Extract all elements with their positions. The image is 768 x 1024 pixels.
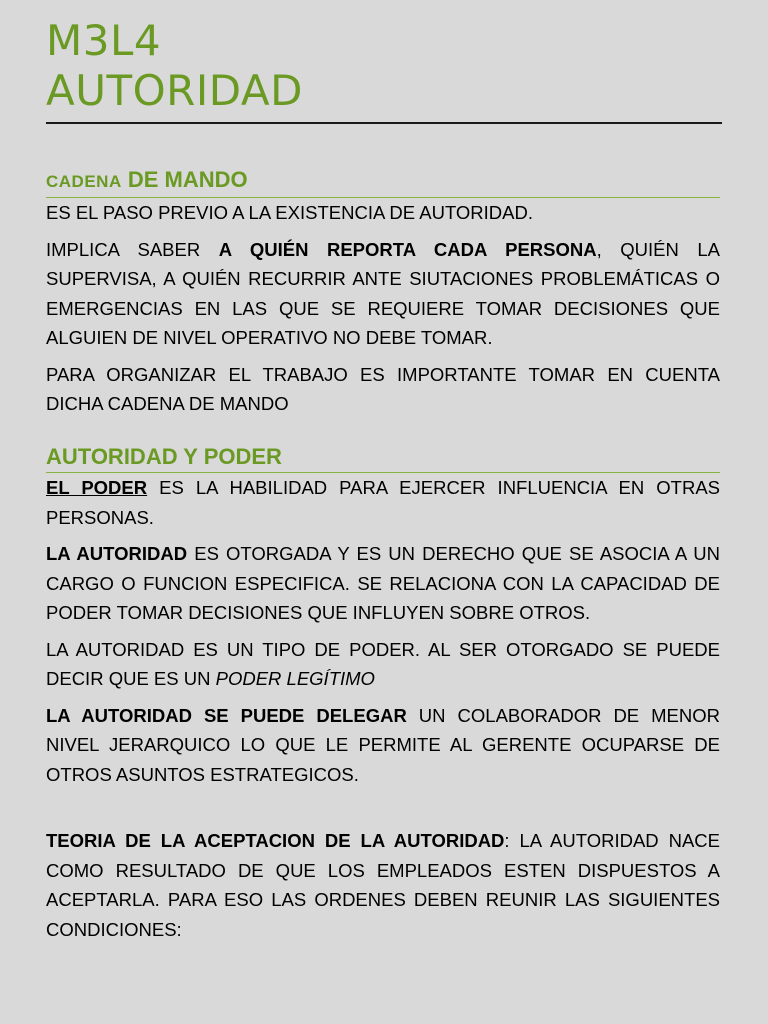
paragraph-text: ES EL PASO PREVIO A LA EXISTENCIA DE AUTORIDAD. (46, 202, 533, 223)
heading-small-caps: CADENA (46, 172, 122, 191)
paragraph (46, 198, 720, 228)
bold-text: A QUIÉN REPORTA CADA PERSONA (218, 238, 597, 260)
section-heading-autoridad-y-poder: AUTORIDAD Y PODER (46, 443, 720, 473)
paragraph-text: LA AUTORIDAD ES UN TIPO DE PODER. AL SER OTORGADO SE PUEDE DECIR QUE ES UN (46, 638, 720, 689)
paragraph-text: IMPLICA SABER (46, 238, 219, 260)
section-autoridad-y-poder (46, 443, 720, 951)
paragraph-text: PARA ORGANIZAR EL TRABAJO ES IMPORTANTE TOMAR EN CUENTA DICHA CADENA DE MANDO (46, 363, 720, 414)
paragraph-text: : LA AUTORIDAD NACE COMO RESULTADO DE QUE LOS EMPLEADOS ESTEN DISPUESTOS A ACEPTARLA. PARA ESO LAS ORDENES DEBEN REUNIR LAS SIGUIENTES CONDICIONES: (46, 830, 720, 940)
paragraph (46, 635, 720, 694)
bold-text: LA AUTORIDAD (46, 543, 188, 564)
page-title (46, 16, 722, 116)
title-divider (46, 122, 722, 124)
paragraph-text: , QUIÉN LA SUPERVISA, A QUIÉN RECURRIR ANTE SIUTACIONES PROBLEMÁTICAS O EMERGENCIAS EN LAS QUE SE REQUIERE TOMAR DECISIONES QUE ALGUIEN DE NIVEL OPERATIVO NO DEBE TOMAR. (46, 238, 720, 348)
paragraph-text: UN COLABORADOR DE MENOR NIVEL JERARQUICO LO QUE LE PERMITE AL GERENTE OCUPARSE DE OTROS ASUNTOS ESTRATEGICOS. (46, 704, 720, 785)
bold-text: TEORIA DE LA ACEPTACION DE LA AUTORIDAD (46, 830, 505, 851)
paragraph (46, 539, 720, 628)
paragraph-text: ES OTORGADA Y ES UN DERECHO QUE SE ASOCIA A UN CARGO O FUNCION ESPECIFICA. SE RELACIONA CON LA CAPACIDAD DE PODER TOMAR DECISIONES QUE INFLUYEN SOBRE OTROS. (46, 543, 720, 623)
paragraph (46, 235, 720, 353)
italic-text: PODER LEGÍTIMO (215, 668, 375, 689)
title-line-main: AUTORIDAD (46, 66, 303, 115)
paragraph (46, 473, 720, 532)
bold-text: LA AUTORIDAD SE PUEDE DELEGAR (46, 704, 407, 726)
section-cadena-de-mando (46, 166, 720, 426)
heading-rest: DE MANDO (121, 167, 248, 192)
paragraph (46, 701, 720, 790)
paragraph (46, 360, 720, 419)
bold-underlined-text: EL PODER (46, 477, 148, 498)
section-heading-cadena-de-mando (46, 166, 720, 198)
title-line-code: M3L4 (46, 16, 162, 65)
paragraph (46, 826, 720, 944)
paragraph-text: ES LA HABILIDAD PARA EJERCER INFLUENCIA EN OTRAS PERSONAS. (46, 477, 720, 528)
spacer (46, 796, 720, 826)
